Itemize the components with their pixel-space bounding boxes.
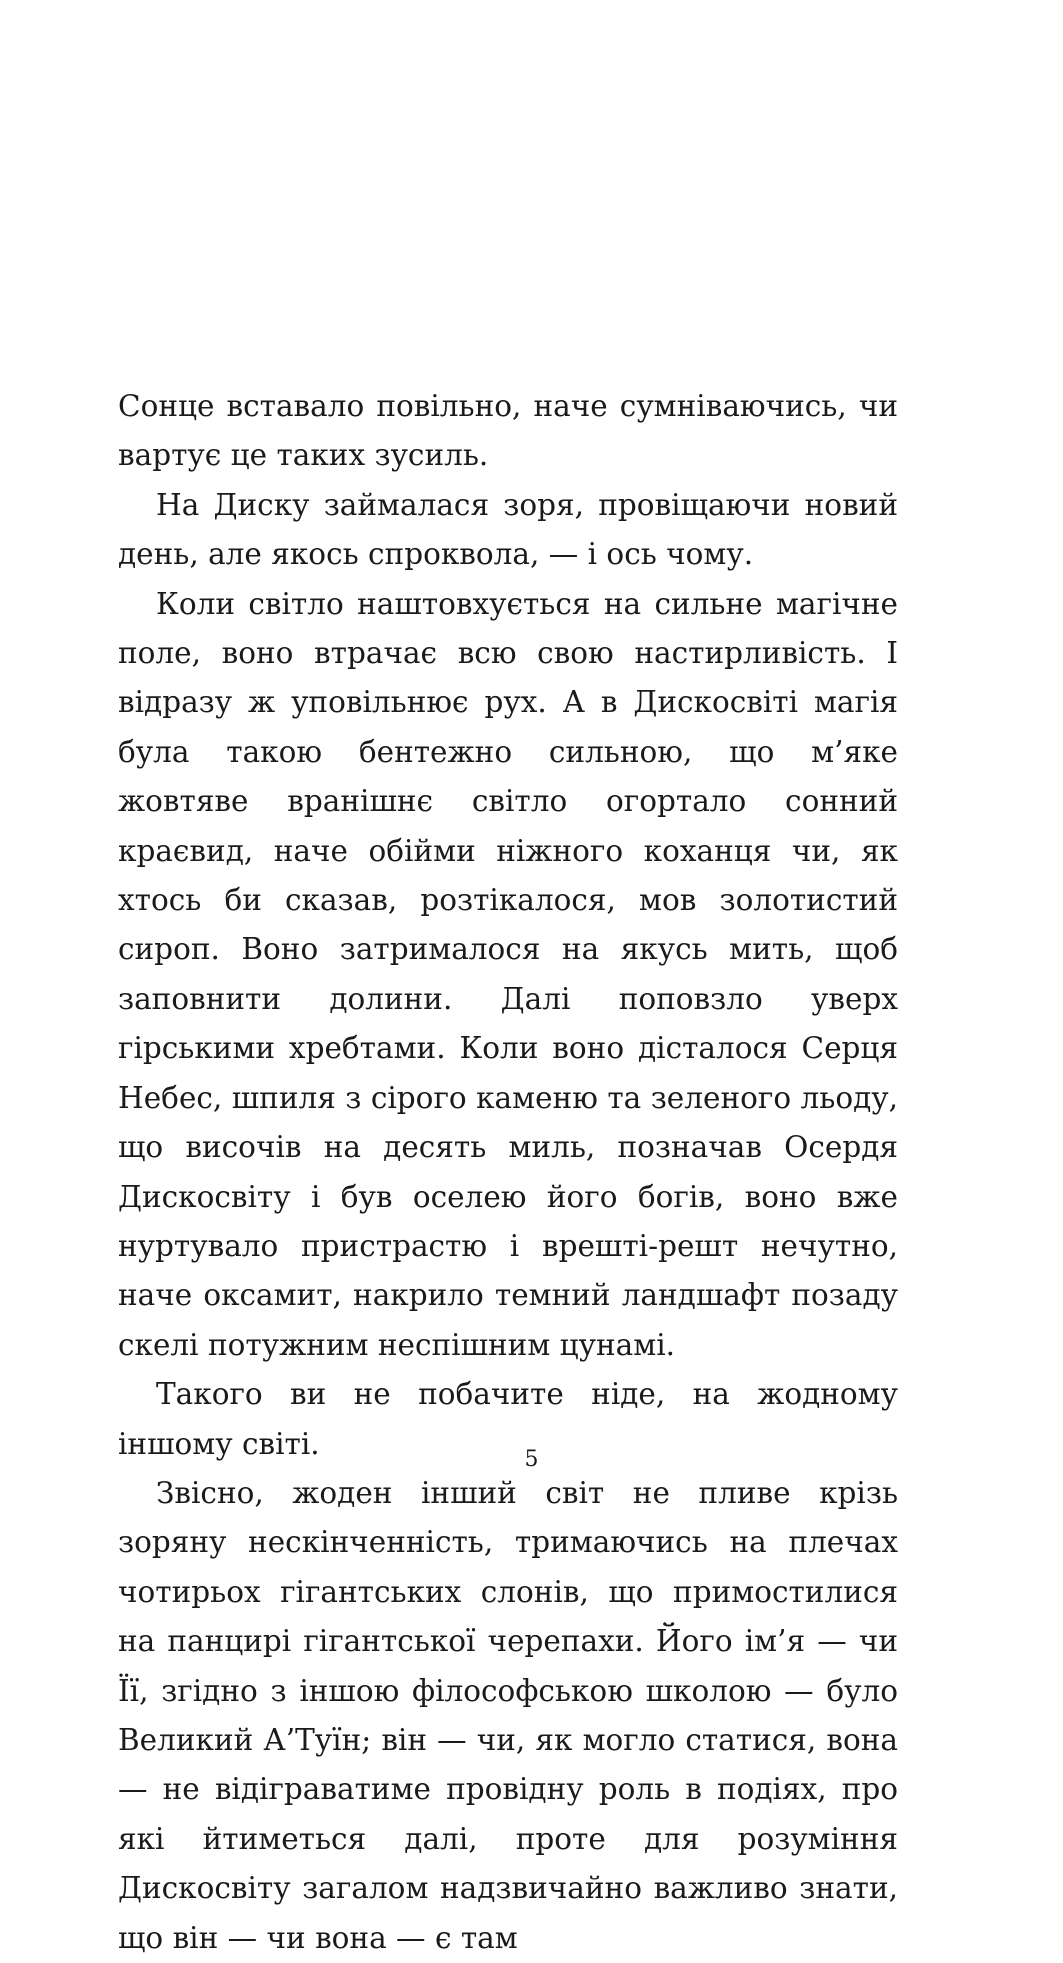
paragraph: На Диску займалася зоря, провіщаючи новий день, але якось спроквола, — і ось чому. bbox=[118, 487, 898, 572]
paragraph: Такого ви не побачите ніде, на жодному іншому світі. bbox=[118, 1377, 898, 1461]
paragraph: Коли світло наштовхується на сильне магічне поле, воно втрачає всю свою настирливість. І відразу ж уповільнює рух. А в Дискосвіті магія була такою бентежно сильною, що м’яке жовтяве вранішнє світло огортало сонний краєвид, наче обійми ніжного коханця чи, як хтось би сказав, розтікалося, мов золотистий сироп. Воно затрималося на якусь мить, щоб заповнити долини. Далі поповзло уверх гірськими хребтами. Коли воно дісталося Серця Небес, шпиля з сірого каменю та зеленого льоду, що височів на десять миль, позначав Осердя Дискосвіту і був оселею його богів, воно вже нуртувало пристрастю і врешті-решт нечутно, наче оксамит, накрило темний ландшафт позаду скелі потужним неспішним цунамі. bbox=[118, 586, 898, 1362]
paragraph: Звісно, жоден інший світ не пливе крізь зоряну нескінченність, тримаючись на плечах чотирьох гігантських слонів, що примостилися на панцирі гігантської черепахи. Його ім’я — чи Її, згідно з іншою філософською школою — було Великий А’Туїн; він — чи, як могло статися, вона — не відіграватиме провідну роль в подіях, про які йтиметься далі, проте для розуміння Дискосвіту загалом надзвичайно важливо знати, що він — чи вона — є там bbox=[118, 1475, 898, 1955]
body-text bbox=[118, 382, 898, 1963]
paragraph: Сонце вставало повільно, наче сумніваючись, чи вартує це таких зусиль. bbox=[118, 389, 898, 473]
page-number: 5 bbox=[524, 1447, 539, 1472]
